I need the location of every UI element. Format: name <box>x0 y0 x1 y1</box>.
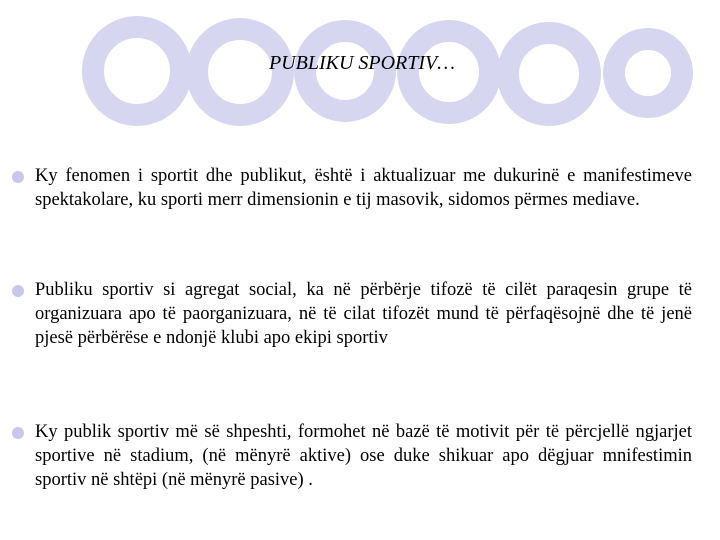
bullet-dot-icon <box>12 171 24 183</box>
bullet-dot-icon <box>12 427 24 439</box>
slide-title: PUBLIKU SPORTIV… <box>268 52 456 74</box>
bullet-text: Ky publik sportiv më së shpeshti, formohet në bazë të motivit për të përcjellë ngjarjet sportive në stadium, (në mënyrë aktive) ose duke shikuar apo dëgjuar mnifestimin sportiv në shtëpi (në mënyrë pasive) . <box>35 422 692 490</box>
bullet-dot-icon <box>12 285 24 297</box>
bullet-text: Publiku sportiv si agregat social, ka në përbërje tifozë të cilët paraqesin grupe të organizuara apo të paorganizuara, në të cilat tifozët mund të përfaqësojnë dhe të jenë pjesë përbërëse e ndonjë klubi apo ekipi sportiv <box>35 280 692 348</box>
bullet-text: Ky fenomen i sportit dhe publikut, është i aktualizuar me dukurinë e manifestimeve spektakolare, ku sporti merr dimensionin e tij masovik, sidomos përmes mediave. <box>35 166 692 210</box>
